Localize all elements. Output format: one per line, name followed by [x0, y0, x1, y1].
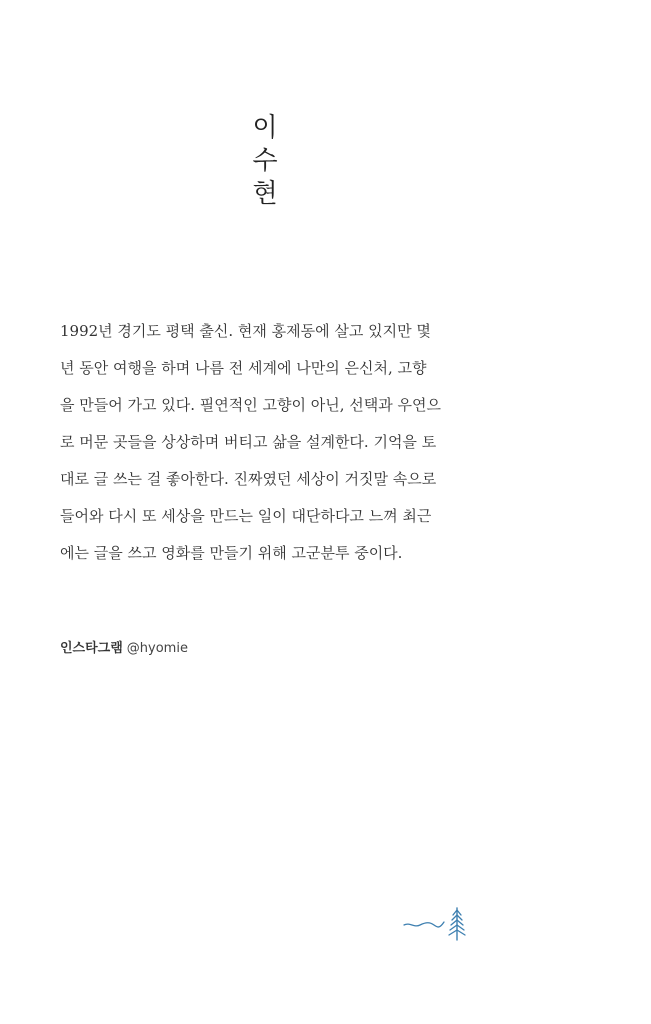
bio-line: 로 머문 곳들을 상상하며 버티고 삶을 설계한다. 기억을 토	[60, 433, 437, 451]
instagram-label: 인스타그램	[60, 641, 123, 656]
wave-and-pine-tree-icon	[400, 904, 472, 944]
wave-line	[404, 922, 444, 927]
bio-line: 대로 글 쓰는 걸 좋아한다. 진짜였던 세상이 거짓말 속으로	[60, 470, 437, 488]
instagram-info	[60, 637, 188, 656]
bio-line: 에는 글을 쓰고 영화를 만들기 위해 고군분투 중이다.	[60, 544, 403, 562]
author-bio	[60, 313, 480, 572]
instagram-handle: @hyomie	[126, 641, 188, 656]
author-name-vertical	[250, 112, 280, 211]
bio-line: 을 만들어 가고 있다. 필연적인 고향이 아닌, 선택과 우연으	[60, 396, 441, 414]
bio-line: 들어와 다시 또 세상을 만드는 일이 대단하다고 느껴 최근	[60, 507, 432, 525]
author-name-char: 이	[252, 113, 278, 143]
author-name-char: 수	[252, 146, 278, 176]
author-name-char: 현	[252, 179, 278, 209]
bio-line: 년 동안 여행을 하며 나름 전 세계에 나만의 은신처, 고향	[60, 359, 427, 377]
bio-line: 1992년 경기도 평택 출신. 현재 홍제동에 살고 있지만 몇	[60, 322, 431, 340]
